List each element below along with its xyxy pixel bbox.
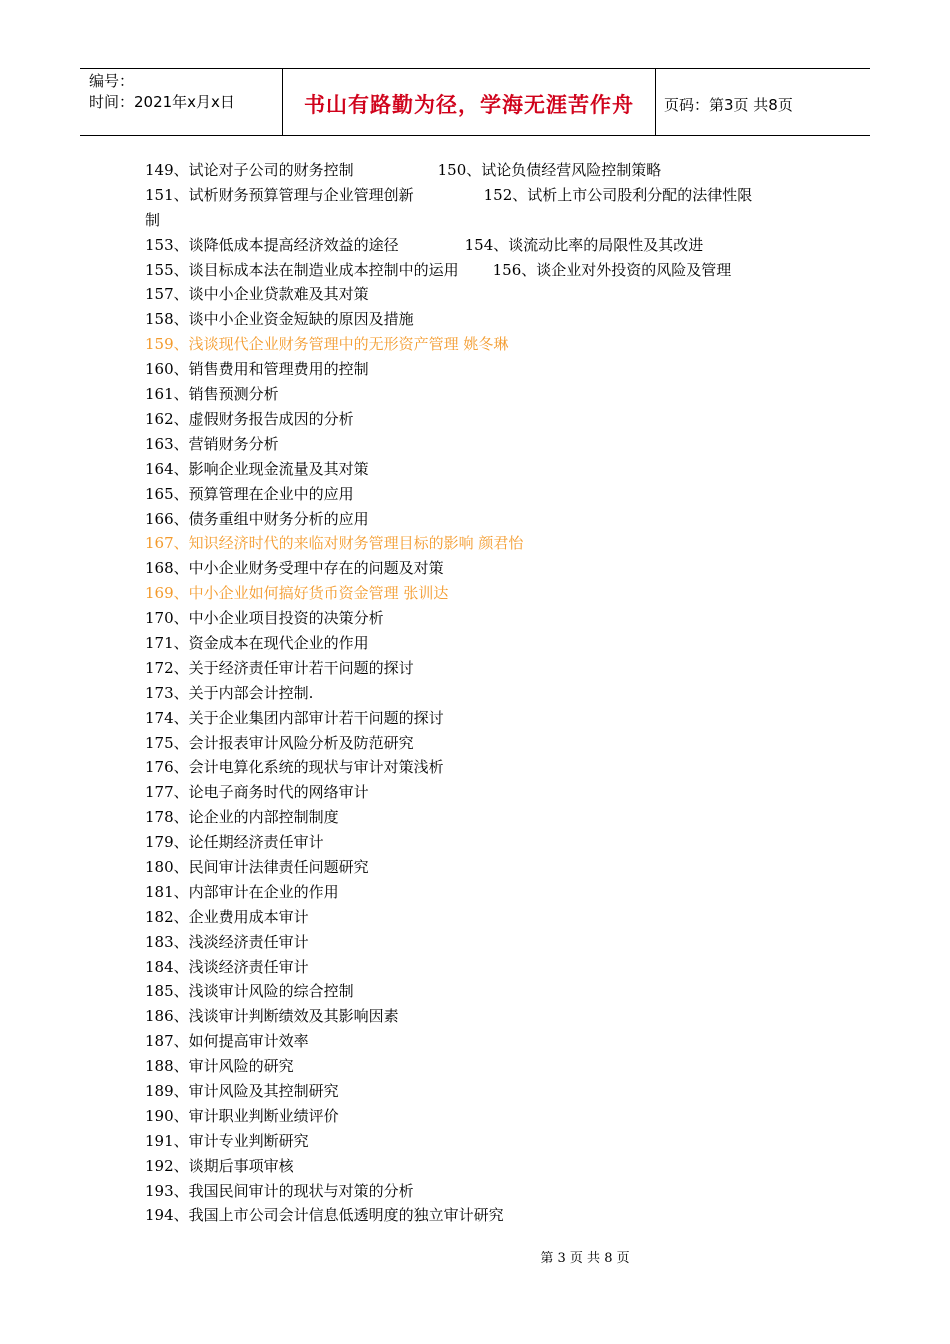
- list-item: [145, 731, 825, 756]
- list-item: [145, 1054, 825, 1079]
- list-item-second-text: 154、谈流动比率的局限性及其改进: [464, 235, 704, 254]
- list-item: [145, 830, 825, 855]
- header-time-label: 时间：2021年x月x日: [89, 93, 235, 111]
- header-page-code: 页码：第3页 共8页: [664, 95, 793, 114]
- list-item: [145, 233, 825, 258]
- list-item-text: 164、影响企业现金流量及其对策: [145, 459, 369, 478]
- list-item-text: 163、营销财务分析: [145, 434, 279, 453]
- list-item-text: 165、预算管理在企业中的应用: [145, 484, 354, 503]
- list-item-text: 179、论任期经济责任审计: [145, 833, 324, 852]
- list-item: [145, 1029, 825, 1054]
- header-page-cell: [656, 69, 870, 135]
- list-item: [145, 606, 825, 631]
- list-item: [145, 755, 825, 780]
- header-meta-cell: [80, 69, 283, 135]
- list-item: [145, 1079, 825, 1104]
- list-item-text: 185、浅谈审计风险的综合控制: [145, 982, 354, 1001]
- page-header: [80, 68, 870, 136]
- list-item: [145, 183, 825, 233]
- list-item: [145, 855, 825, 880]
- list-item-text: 176、会计电算化系统的现状与审计对策浅析: [145, 758, 444, 777]
- list-item-second-text: 156、谈企业对外投资的风险及管理: [492, 260, 732, 279]
- list-item: [145, 681, 825, 706]
- list-item: [145, 930, 825, 955]
- list-item: [145, 905, 825, 930]
- list-item: [145, 979, 825, 1004]
- list-item-text: 188、审计风险的研究: [145, 1057, 294, 1076]
- list-item-text: 190、审计职业判断业绩评价: [145, 1106, 339, 1125]
- list-item: [145, 706, 825, 731]
- list-item: [145, 805, 825, 830]
- list-item: [145, 556, 825, 581]
- list-item-text: 189、审计风险及其控制研究: [145, 1081, 339, 1100]
- list-item: [145, 1203, 825, 1228]
- list-item-text: 166、债务重组中财务分析的应用: [145, 509, 369, 528]
- header-motto-cell: [283, 69, 656, 135]
- list-item: [145, 158, 825, 183]
- list-item-text: 151、试析财务预算管理与企业管理创新: [145, 185, 414, 204]
- list-item: [145, 1129, 825, 1154]
- list-item-text: 159、浅谈现代企业财务管理中的无形资产管理 姚冬琳: [145, 335, 509, 354]
- list-item: [145, 581, 825, 606]
- list-item-text: 194、我国上市公司会计信息低透明度的独立审计研究: [145, 1206, 504, 1225]
- list-item-text: 158、谈中小企业资金短缺的原因及措施: [145, 310, 414, 329]
- list-item-text: 170、中小企业项目投资的决策分析: [145, 609, 384, 628]
- list-item-text: 173、关于内部会计控制.: [145, 683, 314, 702]
- list-item: [145, 307, 825, 332]
- list-item-text: 175、会计报表审计风险分析及防范研究: [145, 733, 414, 752]
- list-item: [145, 382, 825, 407]
- list-item: [145, 631, 825, 656]
- list-item-text: 149、试论对子公司的财务控制: [145, 161, 354, 179]
- list-item: [145, 1154, 825, 1179]
- list-item-text: 172、关于经济责任审计若干问题的探讨: [145, 658, 414, 677]
- list-item-text: 174、关于企业集团内部审计若干问题的探讨: [145, 708, 444, 727]
- list-item-text: 162、虚假财务报告成因的分析: [145, 409, 354, 428]
- list-item-text: 153、谈降低成本提高经济效益的途径: [145, 235, 399, 254]
- list-item-text: 184、浅谈经济责任审计: [145, 957, 309, 976]
- list-item-text: 161、销售预测分析: [145, 385, 279, 404]
- list-item-text: 177、论电子商务时代的网络审计: [145, 783, 369, 802]
- list-item-text: 169、中小企业如何搞好货币资金管理 张训达: [145, 584, 449, 603]
- list-item: [145, 656, 825, 681]
- list-item-text: 160、销售费用和管理费用的控制: [145, 360, 369, 379]
- list-item-text: 191、审计专业判断研究: [145, 1131, 309, 1150]
- list-item: [145, 432, 825, 457]
- list-item: [145, 1179, 825, 1204]
- list-item-wrap-text: 制: [145, 210, 161, 229]
- page-footer: 第 3 页 共 8 页: [540, 1251, 630, 1266]
- list-item-text: 168、中小企业财务受理中存在的问题及对策: [145, 559, 444, 578]
- list-item-text: 171、资金成本在现代企业的作用: [145, 633, 369, 652]
- list-item: [145, 531, 825, 556]
- header-motto: 书山有路勤为径，学海无涯苦作舟: [304, 93, 634, 117]
- list-item-text: 157、谈中小企业贷款难及其对策: [145, 285, 369, 304]
- list-item: [145, 1104, 825, 1129]
- list-item: [145, 258, 825, 283]
- list-item-text: 187、如何提高审计效率: [145, 1032, 309, 1051]
- list-item-text: 193、我国民间审计的现状与对策的分析: [145, 1181, 414, 1200]
- list-item: [145, 507, 825, 532]
- list-item: [145, 407, 825, 432]
- list-item-text: 155、谈目标成本法在制造业成本控制中的运用: [145, 260, 459, 279]
- header-number-label: 编号：: [89, 72, 135, 90]
- list-item-text: 182、企业费用成本审计: [145, 907, 309, 926]
- list-item-text: 181、内部审计在企业的作用: [145, 882, 339, 901]
- list-item-text: 180、民间审计法律责任问题研究: [145, 857, 369, 876]
- list-item: [145, 482, 825, 507]
- topic-list: [145, 158, 825, 1228]
- list-item: [145, 955, 825, 980]
- list-item: [145, 1004, 825, 1029]
- list-item: [145, 880, 825, 905]
- list-item: [145, 357, 825, 382]
- list-item-second-text: 152、试析上市公司股利分配的法律性限: [483, 185, 753, 204]
- list-item: [145, 780, 825, 805]
- list-item-text: 167、知识经济时代的来临对财务管理目标的影响 颜君怡: [145, 534, 524, 553]
- list-item: [145, 457, 825, 482]
- list-item-text: 183、浅淡经济责任审计: [145, 932, 309, 951]
- list-item: [145, 332, 825, 357]
- list-item: [145, 282, 825, 307]
- list-item-text: 178、论企业的内部控制制度: [145, 808, 339, 827]
- list-item-second-text: 150、试论负债经营风险控制策略: [437, 161, 662, 179]
- list-item-text: 186、浅谈审计判断绩效及其影响因素: [145, 1007, 399, 1026]
- list-item-text: 192、谈期后事项审核: [145, 1156, 294, 1175]
